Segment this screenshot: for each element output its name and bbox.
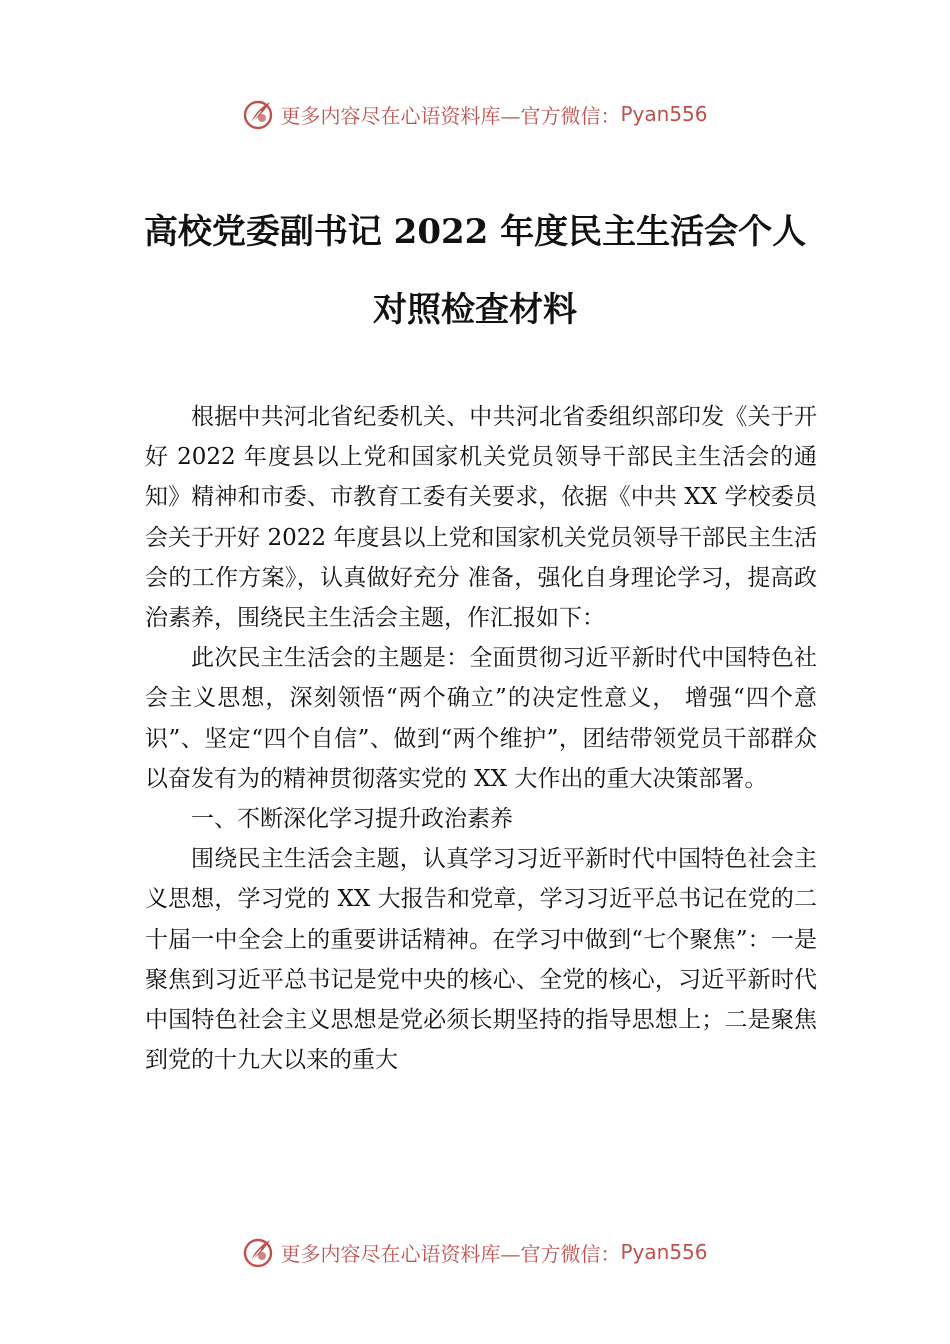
watermark-text: 更多内容尽在心语资料库—官方微信： — [280, 103, 621, 128]
document-title-line-2: 对照检查材料 — [373, 290, 577, 330]
document-body — [145, 397, 817, 1080]
quill-logo-icon — [242, 98, 274, 130]
footer-watermark — [0, 1232, 950, 1272]
paragraph-theme: 此次民主生活会的主题是：全面贯彻习近平新时代中国特色社会主义思想，深刻领悟“两个确立”的决定性意义， 增强“四个意识”、坚定“四个自信”、做到“两个维护”，团结带领党员干部群众以奋发有为的精神贯彻落实党的 XX 大作出的重大决策部署。 — [145, 645, 817, 792]
document-title-line-1: 高校党委副书记 2022 年度民主生活会个人 — [143, 212, 807, 252]
paragraph-intro: 根据中共河北省纪委机关、中共河北省委组织部印发《关于开好 2022 年度县以上党和国家机关党员领导干部民主生活会的通知》精神和市委、市教育工委有关要求，依据《中共 XX 学校委员会关于开好 2022 年度县以上党和国家机关党员领导干部民主生活会的工作方案》，认真做好充分 准备，强化自身理论学习，提高政治素养，围绕民主生活会主题，作汇报如下： — [145, 404, 817, 632]
paragraph-study: 围绕民主生活会主题，认真学习习近平新时代中国特色社会主义思想，学习党的 XX 大报告和党章，学习习近平总书记在党的二十届一中全会上的重要讲话精神。在学习中做到“七个聚焦”：一是聚焦到习近平总书记是党中央的核心、全党的核心，习近平新时代中国特色社会主义思想是党必须长期坚持的指导思想上；二是聚焦到党的十九大以来的重大 — [145, 846, 817, 1074]
header-watermark — [0, 94, 950, 134]
section-heading: 一、不断深化学习提升政治素养 — [191, 806, 513, 833]
watermark-text: 更多内容尽在心语资料库—官方微信： — [280, 1241, 621, 1266]
quill-logo-icon — [242, 1236, 274, 1268]
watermark-wechat-id: Pyan556 — [620, 1240, 708, 1264]
watermark-wechat-id: Pyan556 — [620, 102, 708, 126]
